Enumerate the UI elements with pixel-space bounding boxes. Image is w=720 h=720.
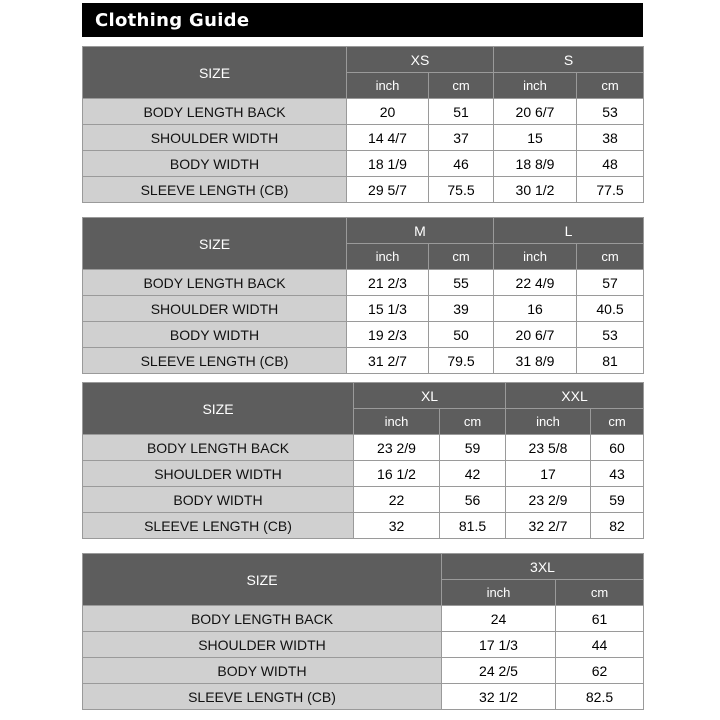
table-row bbox=[83, 296, 644, 322]
row-label: BODY WIDTH bbox=[83, 487, 354, 513]
cell-value: 39 bbox=[429, 296, 494, 322]
cell-value: 20 6/7 bbox=[494, 322, 577, 348]
table-row bbox=[83, 125, 644, 151]
table-row bbox=[83, 177, 644, 203]
table-row bbox=[83, 348, 644, 374]
cell-value: 31 2/7 bbox=[347, 348, 429, 374]
cell-value: 24 bbox=[442, 606, 556, 632]
size-table-3xl bbox=[82, 553, 644, 710]
table-row bbox=[83, 461, 644, 487]
unit-inch-header: inch bbox=[442, 580, 556, 606]
cell-value: 53 bbox=[577, 322, 644, 348]
row-label: BODY WIDTH bbox=[83, 658, 442, 684]
cell-value: 22 4/9 bbox=[494, 270, 577, 296]
cell-value: 50 bbox=[429, 322, 494, 348]
cell-value: 40.5 bbox=[577, 296, 644, 322]
row-label: SHOULDER WIDTH bbox=[83, 296, 347, 322]
size-header: SIZE bbox=[83, 218, 347, 270]
table-row bbox=[83, 684, 644, 710]
unit-inch-header: inch bbox=[347, 244, 429, 270]
cell-value: 79.5 bbox=[429, 348, 494, 374]
unit-inch-header: inch bbox=[347, 73, 429, 99]
unit-inch-header: inch bbox=[506, 409, 591, 435]
size-column-header: XS bbox=[347, 47, 494, 73]
page-title: Clothing Guide bbox=[95, 9, 250, 31]
table-row bbox=[83, 151, 644, 177]
cell-value: 32 bbox=[354, 513, 440, 539]
table-row bbox=[83, 435, 644, 461]
cell-value: 32 1/2 bbox=[442, 684, 556, 710]
row-label: SLEEVE LENGTH (CB) bbox=[83, 684, 442, 710]
table-row bbox=[83, 632, 644, 658]
cell-value: 17 1/3 bbox=[442, 632, 556, 658]
cell-value: 24 2/5 bbox=[442, 658, 556, 684]
cell-value: 75.5 bbox=[429, 177, 494, 203]
cell-value: 61 bbox=[556, 606, 644, 632]
cell-value: 81.5 bbox=[440, 513, 506, 539]
row-label: BODY LENGTH BACK bbox=[83, 270, 347, 296]
size-column-header: 3XL bbox=[442, 554, 644, 580]
cell-value: 23 2/9 bbox=[506, 487, 591, 513]
title-bar bbox=[82, 3, 643, 37]
row-label: BODY WIDTH bbox=[83, 151, 347, 177]
cell-value: 23 2/9 bbox=[354, 435, 440, 461]
size-header: SIZE bbox=[83, 554, 442, 606]
cell-value: 15 bbox=[494, 125, 577, 151]
cell-value: 31 8/9 bbox=[494, 348, 577, 374]
table-row bbox=[83, 270, 644, 296]
cell-value: 16 1/2 bbox=[354, 461, 440, 487]
size-column-header: L bbox=[494, 218, 644, 244]
unit-inch-header: inch bbox=[354, 409, 440, 435]
cell-value: 59 bbox=[591, 487, 644, 513]
unit-cm-header: cm bbox=[577, 73, 644, 99]
cell-value: 59 bbox=[440, 435, 506, 461]
cell-value: 30 1/2 bbox=[494, 177, 577, 203]
row-label: SLEEVE LENGTH (CB) bbox=[83, 177, 347, 203]
size-column-header: XL bbox=[354, 383, 506, 409]
cell-value: 29 5/7 bbox=[347, 177, 429, 203]
table-row bbox=[83, 513, 644, 539]
unit-cm-header: cm bbox=[429, 73, 494, 99]
cell-value: 62 bbox=[556, 658, 644, 684]
row-label: SLEEVE LENGTH (CB) bbox=[83, 348, 347, 374]
cell-value: 14 4/7 bbox=[347, 125, 429, 151]
cell-value: 56 bbox=[440, 487, 506, 513]
unit-cm-header: cm bbox=[577, 244, 644, 270]
size-column-header: M bbox=[347, 218, 494, 244]
table-row bbox=[83, 658, 644, 684]
row-label: BODY LENGTH BACK bbox=[83, 606, 442, 632]
cell-value: 82.5 bbox=[556, 684, 644, 710]
size-header: SIZE bbox=[83, 47, 347, 99]
cell-value: 21 2/3 bbox=[347, 270, 429, 296]
table-row bbox=[83, 322, 644, 348]
cell-value: 37 bbox=[429, 125, 494, 151]
table-row bbox=[83, 487, 644, 513]
unit-cm-header: cm bbox=[556, 580, 644, 606]
row-label: SLEEVE LENGTH (CB) bbox=[83, 513, 354, 539]
row-label: BODY WIDTH bbox=[83, 322, 347, 348]
cell-value: 57 bbox=[577, 270, 644, 296]
row-label: SHOULDER WIDTH bbox=[83, 125, 347, 151]
cell-value: 55 bbox=[429, 270, 494, 296]
cell-value: 44 bbox=[556, 632, 644, 658]
table-row bbox=[83, 606, 644, 632]
cell-value: 53 bbox=[577, 99, 644, 125]
table-row bbox=[83, 99, 644, 125]
cell-value: 81 bbox=[577, 348, 644, 374]
size-table-xl-xxl bbox=[82, 382, 644, 539]
row-label: BODY LENGTH BACK bbox=[83, 435, 354, 461]
cell-value: 18 1/9 bbox=[347, 151, 429, 177]
size-column-header: S bbox=[494, 47, 644, 73]
cell-value: 23 5/8 bbox=[506, 435, 591, 461]
cell-value: 15 1/3 bbox=[347, 296, 429, 322]
cell-value: 16 bbox=[494, 296, 577, 322]
size-column-header: XXL bbox=[506, 383, 644, 409]
size-header: SIZE bbox=[83, 383, 354, 435]
cell-value: 82 bbox=[591, 513, 644, 539]
cell-value: 51 bbox=[429, 99, 494, 125]
unit-cm-header: cm bbox=[440, 409, 506, 435]
size-table-xs-s bbox=[82, 46, 644, 203]
unit-cm-header: cm bbox=[591, 409, 644, 435]
unit-inch-header: inch bbox=[494, 244, 577, 270]
unit-inch-header: inch bbox=[494, 73, 577, 99]
cell-value: 77.5 bbox=[577, 177, 644, 203]
cell-value: 20 6/7 bbox=[494, 99, 577, 125]
cell-value: 18 8/9 bbox=[494, 151, 577, 177]
cell-value: 46 bbox=[429, 151, 494, 177]
cell-value: 42 bbox=[440, 461, 506, 487]
cell-value: 32 2/7 bbox=[506, 513, 591, 539]
cell-value: 17 bbox=[506, 461, 591, 487]
cell-value: 20 bbox=[347, 99, 429, 125]
unit-cm-header: cm bbox=[429, 244, 494, 270]
cell-value: 38 bbox=[577, 125, 644, 151]
cell-value: 60 bbox=[591, 435, 644, 461]
row-label: BODY LENGTH BACK bbox=[83, 99, 347, 125]
cell-value: 43 bbox=[591, 461, 644, 487]
cell-value: 19 2/3 bbox=[347, 322, 429, 348]
size-table-m-l bbox=[82, 217, 644, 374]
row-label: SHOULDER WIDTH bbox=[83, 461, 354, 487]
cell-value: 48 bbox=[577, 151, 644, 177]
cell-value: 22 bbox=[354, 487, 440, 513]
row-label: SHOULDER WIDTH bbox=[83, 632, 442, 658]
